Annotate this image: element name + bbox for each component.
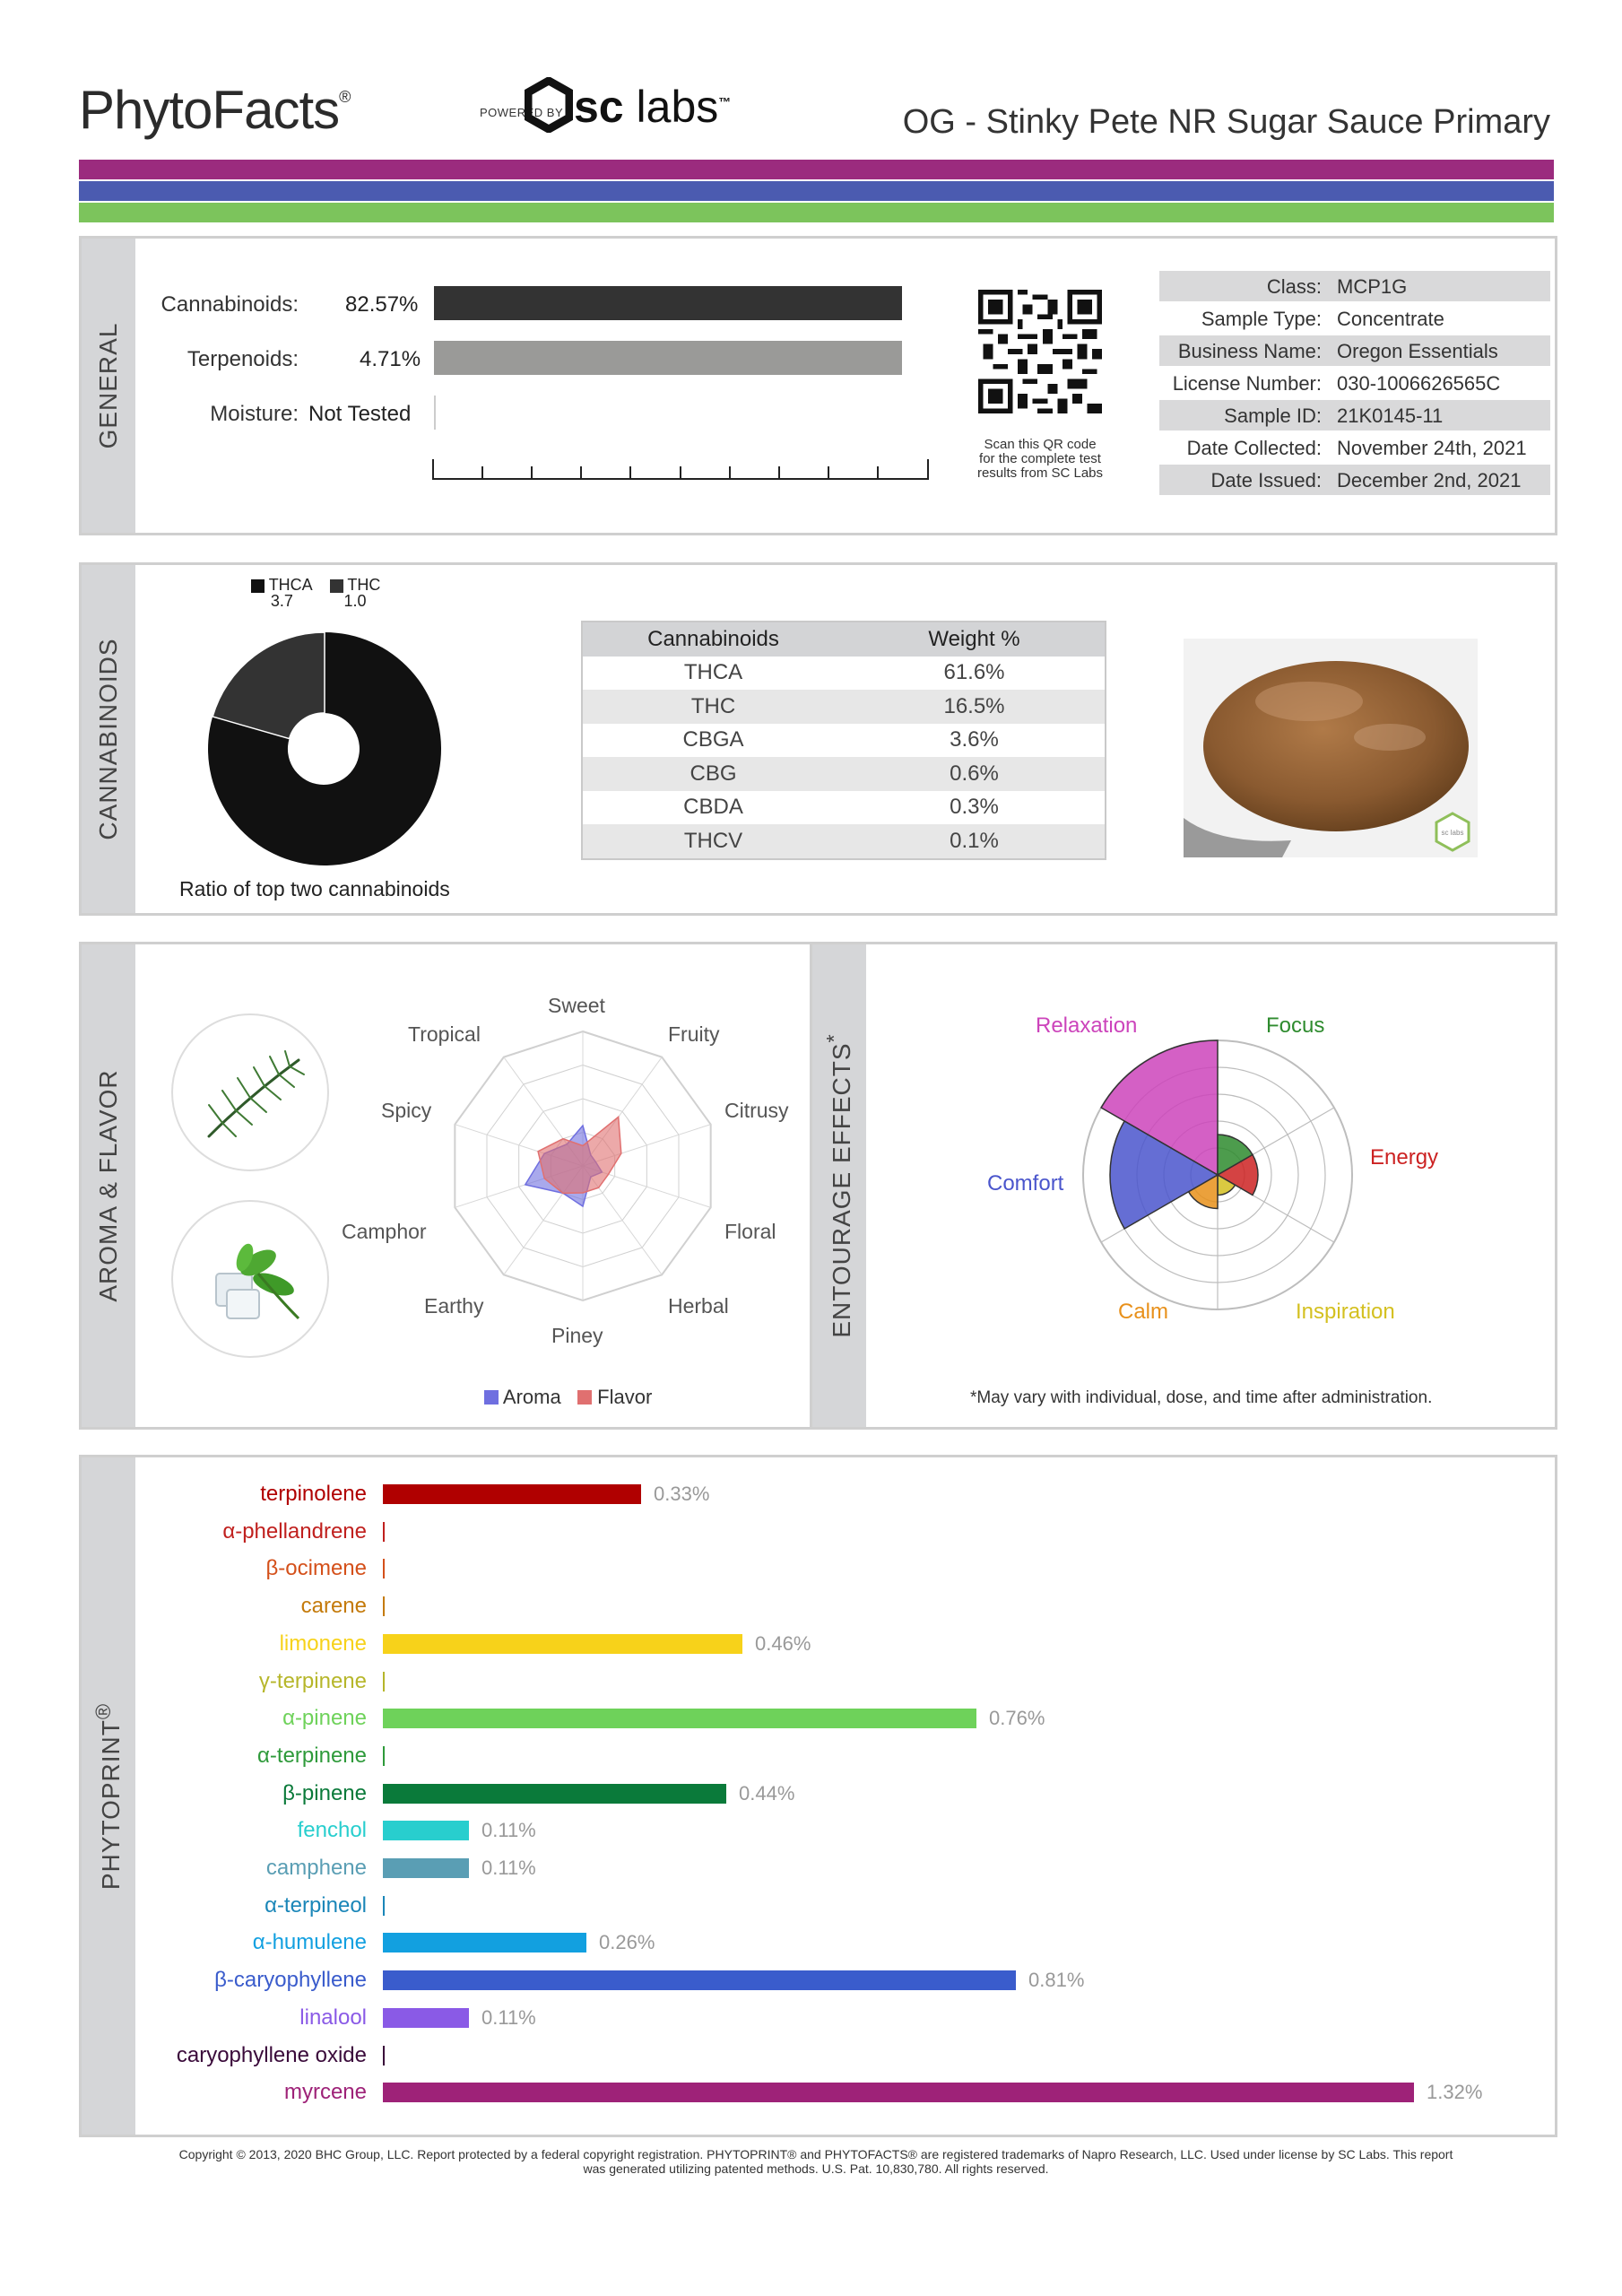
radar-axis-label-fruity: Fruity (668, 1022, 720, 1046)
sclabs-hexagon-icon (525, 77, 573, 137)
legend-thca-value: 3.7 (270, 592, 293, 610)
info-row-sample-type (1159, 303, 1550, 334)
legend-thca (251, 577, 313, 609)
mint-flavor-icon (171, 1200, 329, 1358)
phytofacts-logo (79, 79, 350, 141)
aroma-radar-chart (430, 1013, 735, 1323)
info-key: Date Collected: (1186, 437, 1322, 459)
donut-caption: Ratio of top two cannabinoids (179, 877, 450, 900)
info-key: Sample Type: (1201, 308, 1322, 330)
info-key: Date Issued: (1210, 469, 1322, 491)
table-row (583, 690, 1105, 724)
table-cell: 16.5% (943, 693, 1005, 718)
terpene-value: 0.11% (481, 1819, 536, 1842)
stripe-purple (79, 160, 1554, 179)
table-row (583, 791, 1105, 825)
brand-bold: sc (574, 82, 624, 132)
terpene-label: β-ocimene (265, 1556, 367, 1581)
terpene-label: caryophyllene oxide (176, 2042, 367, 2067)
table-cell: 0.1% (950, 828, 999, 853)
terpene-bar (383, 2083, 1414, 2102)
terpene-bar (383, 2008, 469, 2028)
radar-axis-label-floral: Floral (724, 1220, 776, 1243)
terpene-label: carene (300, 1594, 367, 1619)
terpene-label: terpinolene (260, 1482, 367, 1506)
aroma-section-label: AROMA & FLAVOR (94, 1069, 122, 1302)
table-cell: CBGA (682, 727, 744, 752)
info-value: MCP1G (1337, 275, 1408, 298)
info-row-sample-id (1159, 400, 1550, 430)
footer-line: was generated utilizing patented methods. U.S. Pat. 10,830,780. All rights reserved. (583, 2161, 1049, 2176)
effect-label-inspiration: Inspiration (1296, 1300, 1395, 1324)
table-header (583, 622, 1105, 657)
phytoprint-sidebar (82, 1457, 135, 2135)
info-row-date-collected (1159, 432, 1550, 463)
qr-caption (950, 438, 1130, 481)
info-value: November 24th, 2021 (1337, 437, 1527, 459)
table-cell: CBG (690, 761, 737, 786)
effect-label-comfort: Comfort (987, 1171, 1064, 1196)
table-header-cell: Weight % (928, 626, 1020, 651)
terpene-bar (383, 1672, 385, 1692)
terpene-value: 1.32% (1427, 2081, 1483, 2104)
legend-aroma: Aroma (502, 1386, 561, 1408)
effects-section-mark: * (821, 1033, 846, 1043)
terpene-value: 0.33% (654, 1483, 710, 1505)
radar-legend (484, 1386, 652, 1409)
sclabs-brand (574, 81, 731, 133)
effect-label-relaxation: Relaxation (1036, 1013, 1138, 1038)
footer-copyright (85, 2147, 1547, 2176)
table-cell: 0.3% (950, 795, 999, 820)
terpene-label: myrcene (283, 2080, 367, 2105)
effects-sidebar (812, 944, 866, 1427)
aroma-sidebar (82, 944, 135, 1427)
product-title: OG - Stinky Pete NR Sugar Sauce Primary (902, 103, 1550, 141)
radar-axis-label-camphor: Camphor (342, 1220, 427, 1243)
radar-axis-label-sweet: Sweet (548, 994, 605, 1017)
terpene-value: 0.76% (989, 1707, 1045, 1730)
radar-axis-label-spicy: Spicy (381, 1099, 432, 1122)
terpenoids-label: Terpenoids: (186, 347, 299, 371)
cannabinoids-section-label: CANNABINOIDS (94, 638, 122, 840)
legend-swatch-thca (251, 579, 265, 593)
terpene-bar (383, 1933, 586, 1952)
effects-section-text: ENTOURAGE EFFECTS (828, 1042, 856, 1338)
table-cell: THC (690, 693, 736, 718)
general-scale-axis (432, 457, 931, 485)
info-key: Business Name: (1177, 340, 1322, 362)
moisture-bar (434, 396, 436, 430)
cannabinoids-label: Cannabinoids: (160, 292, 299, 317)
terpene-bar (383, 1522, 385, 1542)
terpene-label: α-terpinene (257, 1743, 367, 1768)
table-row (583, 657, 1105, 691)
cannabinoid-table (581, 621, 1106, 860)
cannabinoids-bar (434, 286, 902, 320)
info-row-license-number (1159, 368, 1550, 398)
terpene-bar (383, 1896, 385, 1916)
info-value: 030-1006626565C (1337, 372, 1501, 395)
table-cell: CBDA (683, 795, 743, 820)
terpene-label: α-pinene (282, 1706, 367, 1731)
terpene-label: camphene (265, 1856, 367, 1880)
legend-flavor: Flavor (597, 1386, 653, 1408)
radar-axis-label-herbal: Herbal (668, 1294, 729, 1318)
terpene-bar (383, 1484, 641, 1504)
terpene-bar (383, 1709, 976, 1728)
effect-label-energy: Energy (1370, 1145, 1439, 1170)
radar-axis-label-tropical: Tropical (408, 1022, 481, 1046)
terpene-label: α-terpineol (265, 1892, 367, 1918)
terpene-label: β-caryophyllene (214, 1968, 367, 1993)
terpene-bar (383, 2046, 385, 2066)
terpene-bar (383, 1970, 1016, 1990)
effect-label-focus: Focus (1266, 1013, 1325, 1038)
terpene-label: linalool (299, 2005, 367, 2030)
terpene-bar (383, 1746, 385, 1766)
entourage-polar-chart (1074, 1031, 1361, 1323)
terpene-value: 0.46% (755, 1631, 811, 1655)
stripe-blue (79, 181, 1554, 201)
radar-axis-label-earthy: Earthy (424, 1294, 484, 1318)
qr-code-icon[interactable] (978, 290, 1102, 418)
table-row (583, 757, 1105, 791)
powered-by-text: POWERED BY (480, 106, 564, 119)
qr-caption-line: Scan this QR code (984, 437, 1097, 452)
sample-photo (1184, 639, 1478, 862)
cannabinoid-donut-chart (206, 631, 443, 872)
info-key: Sample ID: (1224, 404, 1322, 427)
legend-thc (330, 577, 381, 609)
table-row (583, 724, 1105, 758)
terpene-value: 0.44% (739, 1781, 795, 1805)
terpene-value: 0.26% (599, 1931, 655, 1954)
terpene-bar (383, 1784, 726, 1804)
terpene-label: α-phellandrene (222, 1518, 367, 1544)
info-row-business-name (1159, 335, 1550, 366)
table-cell: 0.6% (950, 761, 999, 786)
terpene-label: fenchol (297, 1818, 367, 1843)
pine-aroma-icon (171, 1013, 329, 1171)
phytoprint-section-mark: ® (91, 1702, 115, 1719)
effect-label-calm: Calm (1118, 1300, 1169, 1324)
phytoprint-section-label (91, 1702, 126, 1889)
logo-text: PhytoFacts (79, 80, 340, 140)
info-row-class (1159, 271, 1550, 301)
terpene-bar (383, 1821, 469, 1840)
info-key: Class: (1266, 275, 1322, 298)
general-section-label: GENERAL (94, 322, 122, 449)
table-cell: THCV (683, 828, 743, 853)
qr-caption-line: for the complete test (979, 451, 1101, 466)
footer-line: Copyright © 2013, 2020 BHC Group, LLC. Report protected by a federal copyright registration. PHYTOPRINT® and PHYTOFACTS® are registered trademarks of Napro Research, LLC. Used under license by SC Labs. This report (178, 2147, 1453, 2161)
terpenoids-value: 4.71% (360, 347, 421, 371)
logo-mark: ® (339, 88, 351, 106)
qr-caption-line: results from SC Labs (976, 465, 1104, 481)
info-value: Oregon Essentials (1337, 340, 1498, 362)
moisture-label: Moisture: (210, 402, 299, 426)
info-value: Concentrate (1337, 308, 1444, 330)
table-row (583, 824, 1105, 858)
cannabinoids-value: 82.57% (345, 292, 419, 317)
terpene-value: 0.81% (1028, 1969, 1085, 1992)
effects-section-label (822, 1033, 856, 1337)
terpene-bar (383, 1596, 385, 1616)
terpene-value: 0.11% (481, 2005, 536, 2029)
table-cell: 61.6% (943, 660, 1005, 685)
radar-axis-label-piney: Piney (551, 1324, 603, 1347)
terpene-bar (383, 1634, 742, 1654)
legend-thca-name: THCA (268, 576, 313, 594)
terpene-bar (383, 1559, 385, 1578)
legend-thc-name: THC (347, 576, 381, 594)
donut-legend (251, 577, 380, 609)
stripe-green (79, 203, 1554, 222)
terpene-label: β-pinene (282, 1780, 367, 1805)
brand-thin: labs (636, 82, 719, 132)
radar-axis-label-citrusy: Citrusy (724, 1099, 789, 1122)
photo-badge-text: sc labs (1441, 829, 1464, 837)
table-cell: 3.6% (950, 727, 999, 752)
legend-thc-value: 1.0 (343, 592, 367, 610)
effects-note: *May vary with individual, dose, and time after administration. (970, 1388, 1433, 1407)
moisture-value: Not Tested (308, 402, 412, 426)
phytoprint-section-text: PHYTOPRINT (97, 1718, 126, 1890)
general-sidebar (82, 239, 135, 533)
info-row-date-issued (1159, 465, 1550, 495)
terpenoids-bar (434, 341, 902, 375)
terpene-bar (383, 1858, 469, 1878)
info-value: December 2nd, 2021 (1337, 469, 1522, 491)
info-key: License Number: (1172, 372, 1322, 395)
terpene-label: α-humulene (252, 1930, 367, 1955)
terpene-label: γ-terpinene (258, 1668, 367, 1693)
terpene-value: 0.11% (481, 1857, 536, 1879)
info-value: 21K0145-11 (1337, 404, 1444, 427)
brand-mark: ™ (718, 94, 732, 109)
terpene-label: limonene (279, 1631, 367, 1656)
table-cell: THCA (683, 660, 743, 685)
legend-swatch-flavor (577, 1390, 592, 1405)
cannabinoids-sidebar (82, 565, 135, 913)
legend-swatch-aroma (484, 1390, 499, 1405)
table-header-cell: Cannabinoids (647, 626, 779, 651)
legend-swatch-thc (330, 579, 343, 593)
